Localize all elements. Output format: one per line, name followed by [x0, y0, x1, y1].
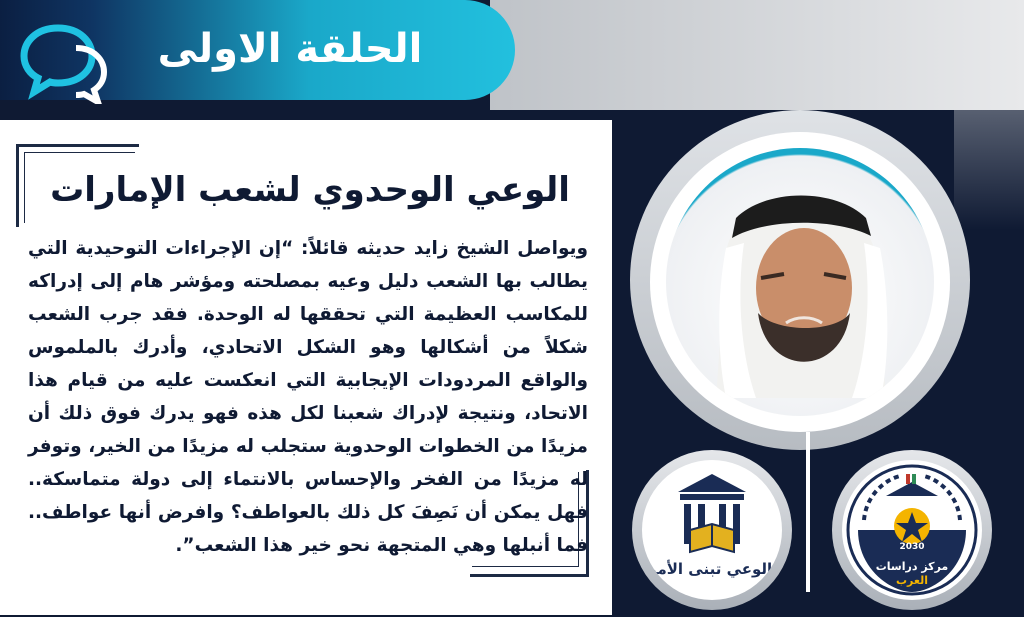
right-logo-year: 2030 — [899, 542, 925, 552]
right-logo-line1: مركز دراسات — [875, 560, 949, 573]
portrait-frame — [666, 148, 934, 416]
article-body: ويواصل الشيخ زايد حديثه قائلاً: “إن الإجراءات التوحيدية التي يطالب بها الشعب دليل وعيه بمصلحته ومؤشر هام إلى إدراكه للمكاسب العظيمة التي تحققها له الوحدة. فقد جرب الشعب شكلاً من أشكالها وهو الشكل الاتحادي، وأدرك بالملموس والواقع المردودات الإيجابية التي انعكست عليه من قيام هذا الاتحاد، ونتيجة لإدراك شعبنا لكل هذه فهو يدرك فوق ذلك أن مزيدًا من الخطوات الوحدوية ستجلب له مزيدًا من الخير، وتوفر له مزيدًا من الفخر والإحساس بالانتماء إلى دولة متماسكة.. فهل يمكن أن نَصِفَ كل ذلك بالعواطف؟ وافرض أنها عواطف.. فما أنبلها وهي المتجهة نحو خير هذا الشعب”. — [28, 238, 588, 556]
episode-title: الحلقة الاولى — [157, 26, 423, 72]
portrait-illustration — [666, 148, 934, 416]
speech-bubbles-icon — [18, 18, 108, 104]
right-logo-caption — [872, 560, 952, 588]
right-logo-line2: العرب — [895, 574, 928, 587]
left-logo-ring — [632, 450, 792, 610]
right-logo-ring — [832, 450, 992, 610]
top-right-band — [490, 0, 1024, 110]
left-logo — [642, 460, 782, 600]
right-logo — [842, 460, 982, 600]
academy-building-icon — [642, 460, 782, 600]
right-accent — [954, 110, 1024, 230]
left-logo-caption: بالوعي تبنى الأمم — [645, 560, 779, 578]
logo-divider — [806, 432, 810, 592]
article-heading: الوعي الوحدوي لشعب الإمارات — [50, 170, 570, 210]
